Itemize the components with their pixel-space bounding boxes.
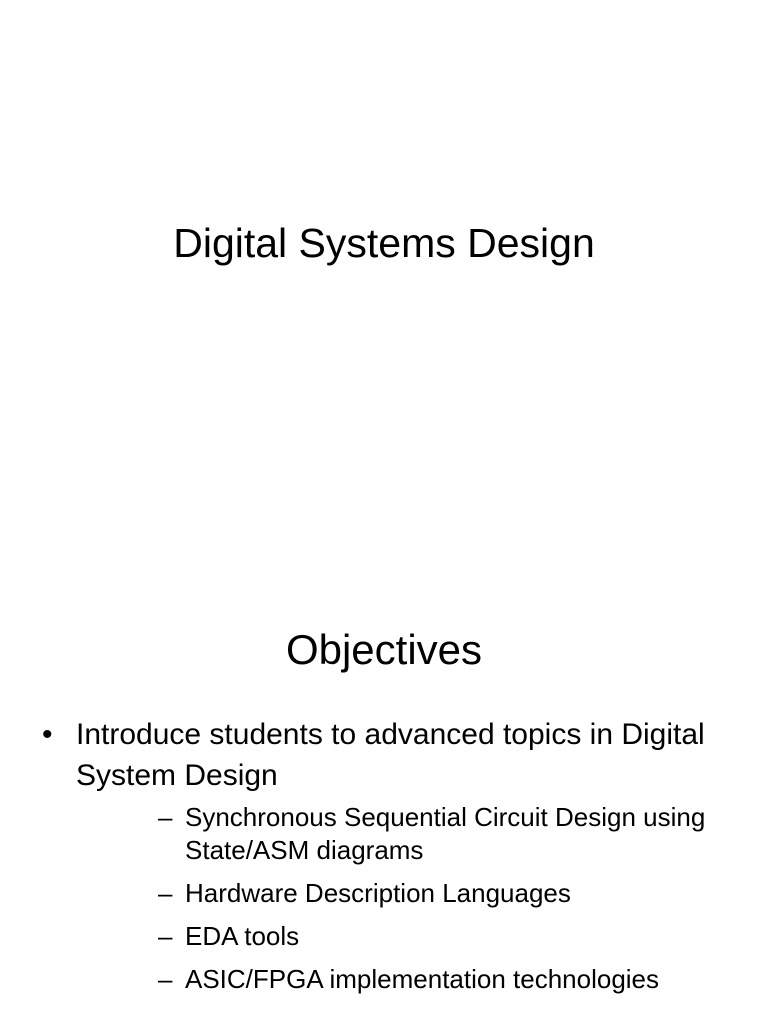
bullet-dot-icon: •: [42, 718, 53, 751]
dash-icon: –: [158, 921, 173, 951]
dash-icon: –: [158, 802, 173, 832]
bullet-item: [0, 714, 768, 996]
sub-bullet-item: [76, 801, 768, 867]
sub-bullet-text: ASIC/FPGA implementation technologies: [185, 964, 660, 994]
sub-bullet-text: Hardware Description Languages: [185, 878, 571, 908]
slide-heading: Objectives: [285, 626, 483, 673]
sub-bullet-list: [76, 801, 768, 996]
objectives-slide: [0, 576, 768, 1024]
sub-bullet-item: [76, 963, 768, 996]
slide-title: Digital Systems Design: [173, 220, 595, 266]
sub-bullet-text: EDA tools: [185, 921, 300, 951]
dash-icon: –: [158, 878, 173, 908]
bullet-text: Introduce students to advanced topics in Digital System Design: [76, 718, 705, 792]
sub-bullet-item: [76, 920, 768, 953]
bullet-list: [0, 714, 768, 1006]
sub-bullet-text: Synchronous Sequential Circuit Design using State/ASM diagrams: [185, 802, 706, 865]
sub-bullet-item: [76, 877, 768, 910]
dash-icon: –: [158, 964, 173, 994]
